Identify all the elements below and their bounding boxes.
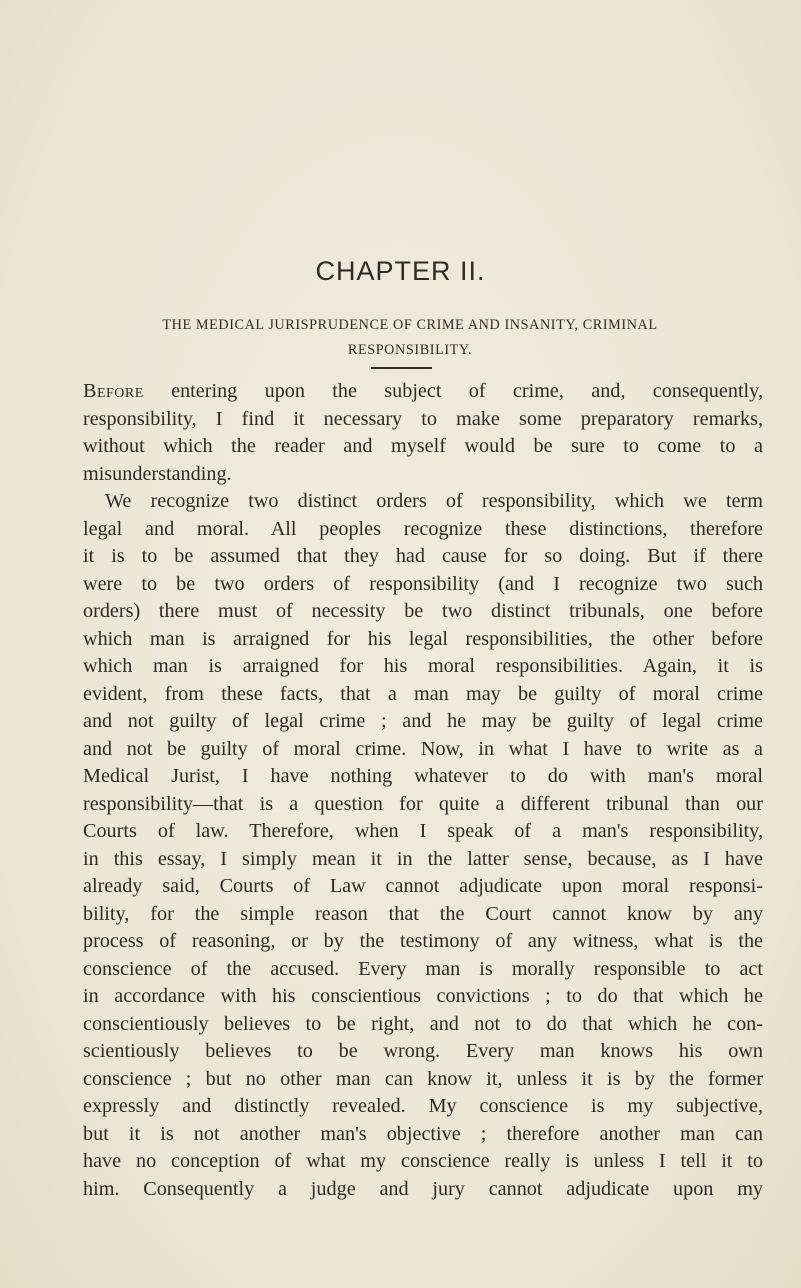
text-line: in this essay, I simply mean it in the latter sense, because, as I have [83,847,763,870]
paragraph-1 [83,378,763,488]
text-line: without which the reader and myself would be sure to come to a [83,435,763,457]
text-line: were to be two orders of responsibility (and I recognize two such [83,572,763,595]
text-line: it is to be assumed that they had cause for so doing. But if there [83,545,763,567]
text-line: responsibility, I find it necessary to make some preparatory remarks, [83,407,763,430]
chapter-subtitle [60,313,760,363]
chapter-title: CHAPTER II. [315,256,486,286]
text-line [83,378,763,406]
subtitle-line-2: RESPONSIBILITY. [347,342,473,358]
text-line-rest: entering upon the subject of crime, and, consequently, [143,380,763,402]
text-line: responsibility—that is a question for quite a different tribunal than our [83,792,763,815]
text-line: conscience ; but no other man can know it, unless it is by the former [83,1067,763,1090]
text-line: Medical Jurist, I have nothing whatever to do with man's moral [83,765,763,787]
paragraph-2 [83,488,763,1203]
text-line: have no conception of what my conscience really is unless I tell it to [83,1150,763,1172]
text-line: him. Consequently a judge and jury cannot adjudicate upon my [83,1177,763,1200]
text-line: conscience of the accused. Every man is morally responsible to act [83,957,763,980]
text-line: orders) there must of necessity be two distinct tribunals, one before [83,600,763,622]
subtitle-line-1: THE MEDICAL JURISPRUDENCE OF CRIME AND INSANITY, CRIMINAL [162,317,658,333]
section-divider [371,367,432,369]
text-line: in accordance with his conscientious convictions ; to do that which he [83,985,763,1007]
text-line: legal and moral. All peoples recognize these distinctions, therefore [83,517,763,540]
text-line: which man is arraigned for his moral responsibilities. Again, it is [83,655,763,677]
text-line: and not guilty of legal crime ; and he may be guilty of legal crime [83,710,763,732]
text-line: which man is arraigned for his legal responsibilities, the other before [83,627,763,650]
text-line: already said, Courts of Law cannot adjudicate upon moral responsi- [83,875,763,897]
text-line: bility, for the simple reason that the Court cannot know by any [83,902,763,925]
text-line: scientiously believes to be wrong. Every man knows his own [83,1040,763,1062]
text-line: but it is not another man's objective ; therefore another man can [83,1122,763,1145]
text-line: expressly and distinctly revealed. My conscience is my subjective, [83,1095,763,1117]
text-line: We recognize two distinct orders of responsibility, which we term [105,490,763,512]
body-text [83,378,763,1203]
text-line: evident, from these facts, that a man may be guilty of moral crime [83,682,763,705]
text-line: conscientiously believes to be right, and not to do that which he con- [83,1012,763,1035]
text-line: process of reasoning, or by the testimony of any witness, what is the [83,930,763,952]
drop-word: Before [83,380,144,402]
text-line: and not be guilty of moral crime. Now, in what I have to write as a [83,737,763,760]
text-line: misunderstanding. [83,462,232,485]
text-line: Courts of law. Therefore, when I speak of a man's responsibility, [83,820,763,842]
